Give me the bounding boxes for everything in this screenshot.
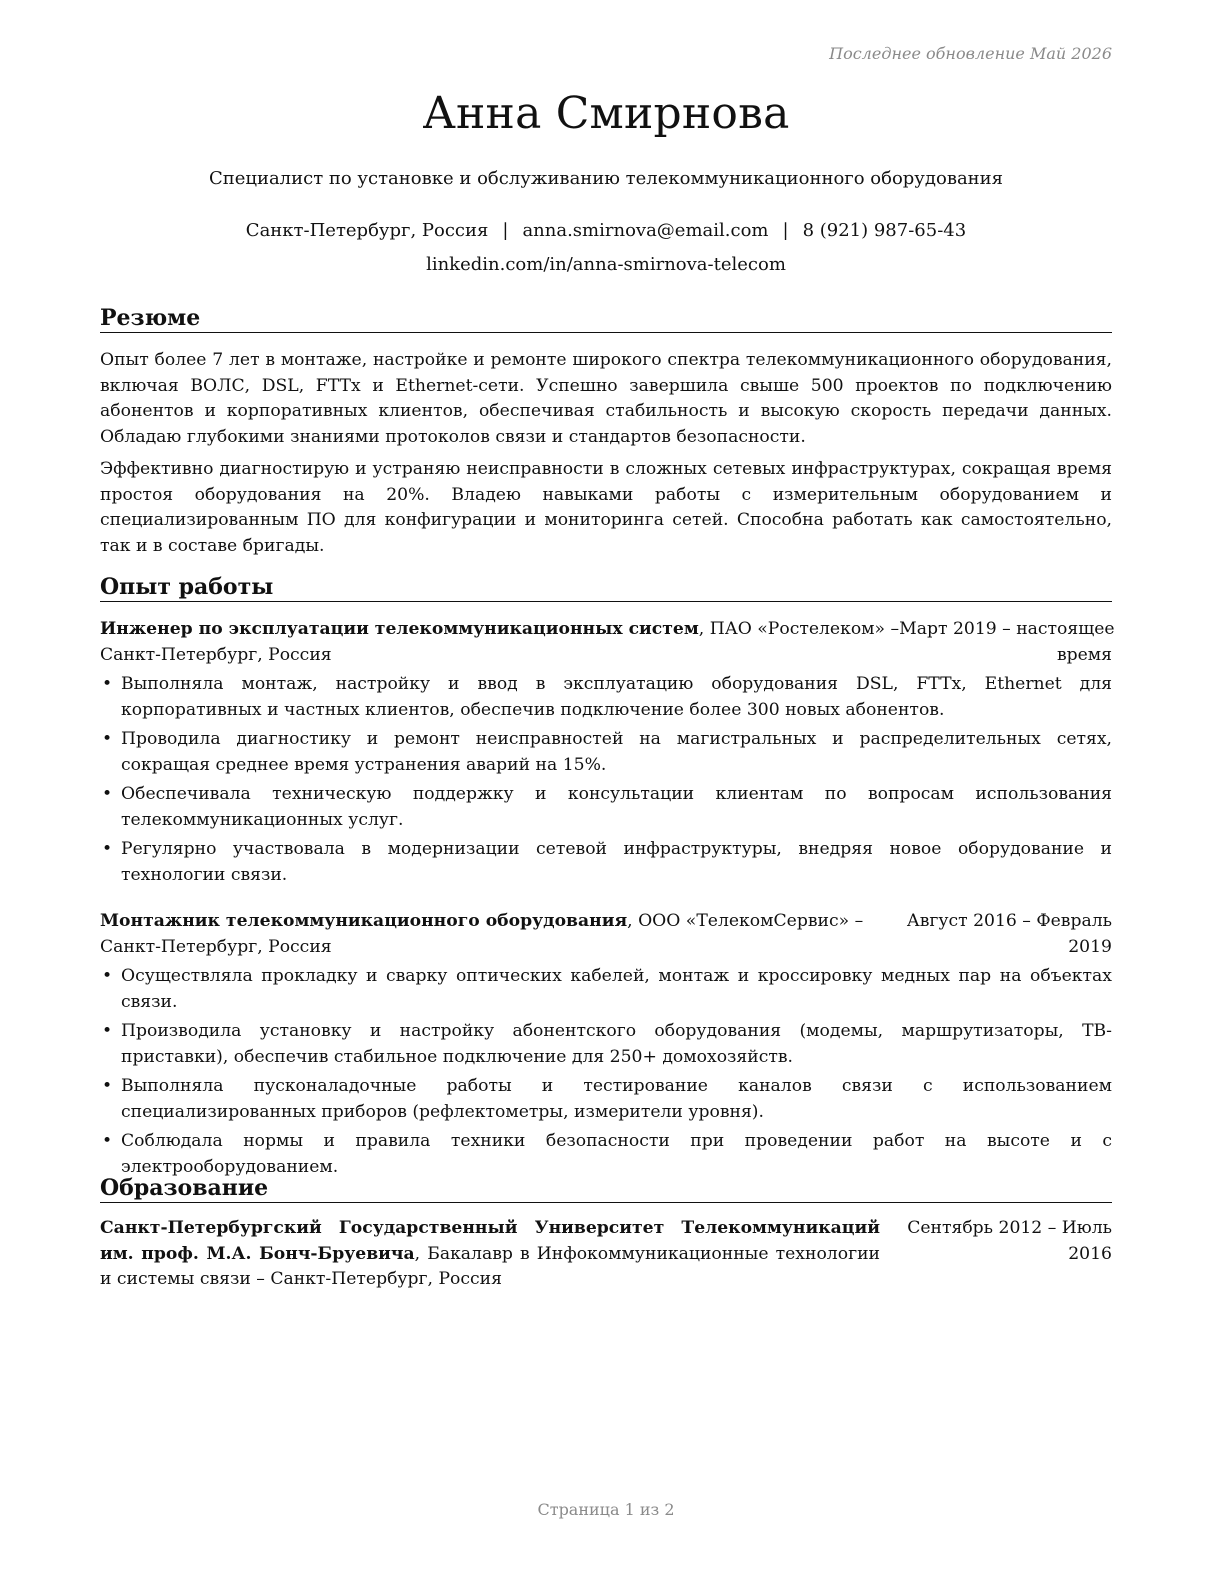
- contact-line: [100, 218, 1112, 243]
- bullet-text: Проводила диагностику и ремонт неисправностей на магистральных и распределительных сетях, сокращая среднее время устранения аварий на 15%.: [121, 729, 1112, 775]
- list-item: [100, 672, 1112, 723]
- contact-separator: |: [502, 220, 509, 241]
- summary-paragraph: Опыт более 7 лет в монтаже, настройке и ремонте широкого спектра телекоммуникационного оборудования, включая ВОЛС, DSL, FTTx и Ethernet-сети. Успешно завершила свыше 500 проектов по подключению абонентов и корпоративных клиентов, обеспечивая стабильность и высокую скорость передачи данных. Обладаю глубокими знаниями протоколов связи и стандартов безопасности.: [100, 350, 1112, 447]
- contact-email[interactable]: anna.smirnova@email.com: [522, 220, 769, 241]
- list-item: [100, 837, 1112, 888]
- contact-separator: |: [782, 220, 789, 241]
- bullet-icon: •: [102, 1131, 113, 1151]
- section-heading-experience: Опыт работы: [100, 574, 1112, 602]
- last-updated: Последнее обновление Май 2026: [829, 44, 1112, 63]
- job-company: , ООО «ТелекомСервис» –: [627, 911, 864, 931]
- job-title: Инженер по эксплуатации телекоммуникационных систем: [100, 619, 699, 639]
- bullet-icon: •: [102, 839, 113, 859]
- job-dates: Август 2016 – Февраль: [906, 911, 1112, 931]
- section-heading-summary: Резюме: [100, 305, 1112, 333]
- bullet-icon: •: [102, 729, 113, 749]
- list-item: [100, 964, 1112, 1015]
- summary-paragraph: Эффективно диагностирую и устраняю неисправности в сложных сетевых инфраструктурах, сокращая время простоя оборудования на 20%. Владею навыками работы с измерительным оборудованием и специализированным ПО для конфигурации и мониторинга сетей. Способна работать как самостоятельно, так и в составе бригады.: [100, 459, 1112, 556]
- bullet-text: Обеспечивала техническую поддержку и консультации клиентам по вопросам использования телекоммуникационных услуг.: [121, 784, 1112, 830]
- contact-linkedin[interactable]: linkedin.com/in/anna-smirnova-telecom: [426, 254, 786, 275]
- candidate-title: Специалист по установке и обслуживанию телекоммуникационного оборудования: [208, 168, 1004, 189]
- candidate-name: Анна Смирнова: [422, 88, 790, 139]
- list-item: [100, 1019, 1112, 1070]
- job-title: Монтажник телекоммуникационного оборудования: [100, 911, 628, 931]
- job-title-line: [100, 909, 863, 935]
- job-location: Санкт-Петербург, Россия: [100, 936, 332, 957]
- job-bullets: [100, 672, 1112, 892]
- bullet-text: Осуществляла прокладку и сварку оптических кабелей, монтаж и кроссировку медных пар на объектах связи.: [121, 966, 1112, 1012]
- bullet-text: Соблюдала нормы и правила техники безопасности при проведении работ на высоте и с электрооборудованием.: [121, 1131, 1112, 1177]
- education-dates-line: Сентябрь 2012 – Июль: [907, 1218, 1112, 1238]
- job-dates: время: [1056, 644, 1112, 665]
- job-dates: Март 2019 – настоящее: [899, 619, 1115, 639]
- education-details: , Бакалавр в Инфокоммуникационные технологии и системы связи – Санкт-Петербург, Россия: [100, 1243, 880, 1289]
- bullet-text: Выполняла пусконаладочные работы и тестирование каналов связи с использованием специализированных приборов (рефлектометры, измерители уровня).: [121, 1076, 1112, 1122]
- list-item: [100, 1074, 1112, 1125]
- contact-location: Санкт-Петербург, Россия: [245, 220, 489, 241]
- list-item: [100, 782, 1112, 833]
- bullet-text: Производила установку и настройку абонентского оборудования (модемы, маршрутизаторы, ТВ-приставки), обеспечив стабильное подключение для 250+ домохозяйств.: [121, 1021, 1112, 1067]
- job-header-row: [100, 909, 1112, 935]
- job-bullets: [100, 964, 1112, 1184]
- job-company: , ПАО «Ростелеком» –: [698, 619, 900, 639]
- education-dates: [872, 1216, 1112, 1267]
- resume-page: [100, 0, 1115, 1584]
- page-number: Страница 1 из 2: [537, 1500, 675, 1519]
- list-item: [100, 1129, 1112, 1180]
- job-header: [100, 909, 1112, 960]
- list-item: [100, 727, 1112, 778]
- job-header-row: [100, 935, 1112, 961]
- job-header-row: [100, 643, 1112, 669]
- section-heading-education: Образование: [100, 1175, 1112, 1203]
- job-dates: 2019: [1068, 936, 1112, 957]
- education-dates-line: 2016: [1068, 1243, 1112, 1264]
- job-header: [100, 617, 1115, 668]
- education-description: [100, 1216, 880, 1293]
- job-title-line: [100, 617, 899, 643]
- bullet-icon: •: [102, 674, 113, 694]
- bullet-icon: •: [102, 784, 113, 804]
- bullet-icon: •: [102, 1021, 113, 1041]
- contact-phone[interactable]: 8 (921) 987-65-43: [802, 220, 967, 241]
- bullet-text: Регулярно участвовала в модернизации сетевой инфраструктуры, внедряя новое оборудование и технологии связи.: [121, 839, 1112, 885]
- bullet-icon: •: [102, 1076, 113, 1096]
- education-institution: Санкт-Петербургский Государственный Университет Телекоммуникаций им. проф. М.А. Бонч-Бруевича: [100, 1218, 880, 1264]
- job-location: Санкт-Петербург, Россия: [100, 644, 332, 665]
- bullet-text: Выполняла монтаж, настройку и ввод в эксплуатацию оборудования DSL, FTTx, Ethernet для корпоративных и частных клиентов, обеспечив подключение более 300 новых абонентов.: [121, 674, 1112, 720]
- bullet-icon: •: [102, 966, 113, 986]
- job-header-row: [100, 617, 1115, 643]
